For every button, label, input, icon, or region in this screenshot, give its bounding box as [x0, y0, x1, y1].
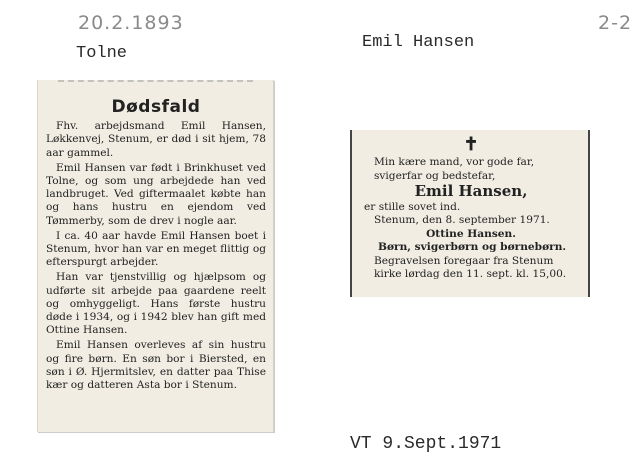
notice-funeral: Begravelsen foregaar fra Stenum kirke lørdag den 11. sept. kl. 15,00. — [374, 254, 567, 280]
person-name-label: Emil Hansen — [362, 33, 475, 52]
notice-signed-by: Ottine Hansen. — [426, 227, 516, 240]
article-paragraph: I ca. 40 aar havde Emil Hansen boet i Stenum, hvor han var en meget flittig og efterspurgt arbejder. — [46, 229, 266, 269]
notice-signed-family: Børn, svigerbørn og børnebørn. — [378, 241, 567, 253]
cross-icon: ✝ — [463, 134, 479, 155]
article-paragraph: Fhv. arbejdsmand Emil Hansen, Løkkenvej, Stenum, er død i sit hjem, 78 aar gammel. — [46, 120, 266, 159]
obituary-article-clipping — [37, 80, 274, 432]
notice-name: Emil Hansen, — [414, 182, 528, 200]
article-paragraph: Emil Hansen overleves af sin hustru og fire børn. En søn bor i Biersted, en søn i Ø. Hjermitslev, en datter paa Thise kær og datteren Asta bor i Stenum. — [46, 339, 266, 392]
article-heading: Dødsfald — [111, 97, 201, 117]
place-label: Tolne — [76, 44, 128, 63]
notice-intro: Min kære mand, vor gode far, svigerfar og bedstefar, — [374, 156, 535, 182]
article-paragraph: Emil Hansen var født i Brinkhuset ved Tolne, og som ung arbejdede han ved landbruget. Ved giftermaalet købte han og hans hustru en ejendom ved Tømmerby, som de drev i nogle aar. — [46, 161, 266, 227]
notice-line: er stille sovet ind. — [364, 200, 461, 213]
article-paragraph: Han var tjenstvillig og hjælpsom og udførte sit arbejde paa gaardene reelt og omhyggeligt. Hans første hustru døde i 1934, og i 1942 blev han gift med Ottine Hansen. — [46, 271, 266, 337]
torn-edge — [58, 80, 253, 85]
handwritten-date: 20.2.1893 — [78, 12, 184, 34]
notice-date-line: Stenum, den 8. september 1971. — [374, 214, 550, 226]
source-label: VT 9.Sept.1971 — [350, 434, 502, 454]
page-number: 2-2 — [598, 12, 633, 34]
death-notice-clipping — [350, 130, 590, 297]
